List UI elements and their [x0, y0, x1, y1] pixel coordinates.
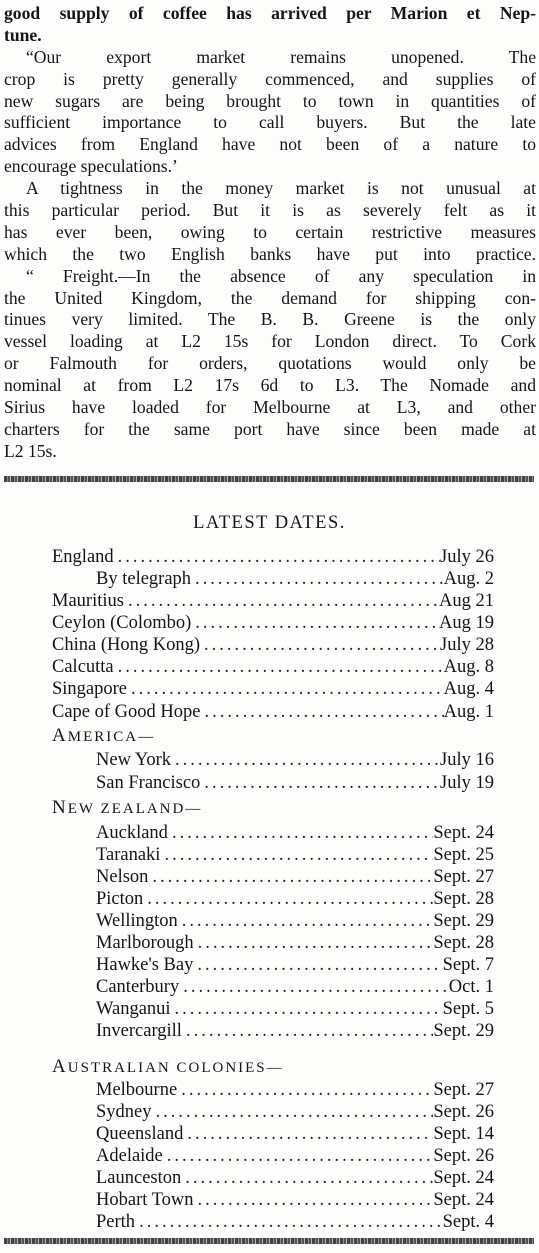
article-line: nominal at from L2 17s 6d to L3. The Nomade and: [4, 375, 536, 396]
leader-dots: [193, 954, 442, 976]
entry-place: Canterbury: [96, 977, 180, 997]
section-heading-australian-colonies: AUSTRALIAN COLONIES—: [52, 1056, 284, 1077]
date-entry: [52, 656, 494, 678]
leader-dots: [152, 1101, 434, 1123]
date-entry: [96, 822, 494, 844]
entry-date: Sept. 26: [433, 1146, 494, 1166]
entry-place: Invercargill: [96, 1021, 182, 1041]
entry-place: England: [52, 547, 114, 567]
entry-date: July 19: [440, 773, 494, 793]
article-line: “Our export market remains unopened. The: [26, 46, 536, 67]
entry-place: Hobart Town: [96, 1190, 194, 1210]
entry-date: Aug. 2: [443, 569, 494, 589]
entry-place: Sydney: [96, 1102, 152, 1122]
divider-rule: [4, 476, 534, 482]
divider-rule: [4, 1238, 534, 1244]
date-entry: [52, 546, 494, 568]
date-entry: [96, 1079, 494, 1101]
entry-place: Taranaki: [96, 845, 161, 865]
leader-dots: [171, 998, 443, 1020]
leader-dots: [127, 678, 444, 700]
entry-place: Calcutta: [52, 657, 114, 677]
date-entry: [96, 866, 494, 888]
entry-place: Nelson: [96, 867, 149, 887]
article-line: charters for the same port have since been made at: [4, 418, 536, 439]
entry-date: Sept. 14: [433, 1124, 494, 1144]
entry-date: Aug 19: [439, 613, 494, 633]
entry-place: New York: [96, 750, 172, 770]
entry-date: July 26: [440, 547, 494, 567]
leader-dots: [114, 546, 440, 568]
date-entry: [52, 634, 494, 656]
entry-place: Adelaide: [96, 1146, 163, 1166]
leader-dots: [200, 634, 440, 656]
entry-date: Sept. 24: [433, 1190, 494, 1210]
article-line: has ever been, owing to certain restrictive measures: [4, 221, 536, 242]
entry-place: Singapore: [52, 679, 128, 699]
date-entry: [52, 701, 494, 723]
entry-place: Marlborough: [96, 933, 194, 953]
date-entry: [96, 772, 494, 794]
date-entry: [96, 1101, 494, 1123]
date-entry: [96, 1189, 494, 1211]
date-entry: [96, 1123, 494, 1145]
date-entry: [96, 1145, 494, 1167]
entry-date: Sept. 24: [433, 1168, 494, 1188]
section-heading-america: AMERICA—: [52, 725, 156, 746]
leader-dots: [135, 1211, 443, 1233]
date-entry: [96, 749, 494, 771]
entry-date: Sept. 7: [442, 955, 494, 975]
date-entry: [52, 590, 494, 612]
date-entry: [96, 1020, 494, 1042]
entry-place: Melbourne: [96, 1080, 178, 1100]
entry-date: Sept. 28: [433, 889, 494, 909]
article-line: tune.: [4, 24, 42, 45]
leader-dots: [200, 701, 443, 723]
leader-dots: [168, 822, 433, 844]
article-line: new sugars are being brought to town in quantities of: [4, 90, 536, 111]
entry-date: Sept. 26: [433, 1102, 494, 1122]
leader-dots: [171, 749, 440, 771]
leader-dots: [143, 888, 433, 910]
leader-dots: [181, 1167, 433, 1189]
date-entry: [52, 678, 494, 700]
entry-date: Aug 21: [439, 591, 494, 611]
leader-dots: [177, 1079, 433, 1101]
article-line: L2 15s.: [4, 440, 57, 461]
entry-place: Cape of Good Hope: [52, 702, 201, 722]
latest-dates-title: LATEST DATES.: [193, 513, 346, 533]
leader-dots: [191, 568, 444, 590]
date-entry: [96, 1167, 494, 1189]
article-line: vessel loading at L2 15s for London direct. To Cork: [4, 331, 536, 352]
leader-dots: [163, 1145, 434, 1167]
leader-dots: [114, 656, 444, 678]
article-line: advices from England have not been of a nature to: [4, 134, 536, 155]
leader-dots: [148, 866, 433, 888]
article-line: Sirius have loaded for Melbourne at L3, and other: [4, 397, 536, 418]
leader-dots: [124, 590, 439, 612]
article-line: which the two English banks have put into practice.: [4, 243, 536, 264]
article-line: encourage speculations.’: [4, 156, 178, 177]
article-text: [4, 3, 536, 463]
entry-date: Sept. 27: [433, 867, 494, 887]
date-entry: [96, 954, 494, 976]
article-line: crop is pretty generally commenced, and supplies of: [4, 68, 536, 89]
entry-date: Oct. 1: [448, 977, 494, 997]
date-entry: [96, 844, 494, 866]
entry-date: Sept. 4: [442, 1212, 494, 1232]
date-entry: [96, 1211, 494, 1233]
entry-place: China (Hong Kong): [52, 635, 200, 655]
leader-dots: [194, 932, 434, 954]
entry-date: July 28: [440, 635, 494, 655]
entry-place: By telegraph: [96, 569, 192, 589]
entry-date: Sept. 27: [433, 1080, 494, 1100]
date-entry: [96, 998, 494, 1020]
article-line: A tightness in the money market is not unusual at: [26, 178, 536, 199]
entry-date: Sept. 28: [433, 933, 494, 953]
entry-place: Launceston: [96, 1168, 182, 1188]
leader-dots: [160, 844, 433, 866]
date-entry: [96, 888, 494, 910]
date-entry: [96, 910, 494, 932]
leader-dots: [194, 1189, 434, 1211]
article-line: this particular period. But it is as severely felt as it: [4, 200, 536, 221]
entry-date: Sept. 24: [433, 823, 494, 843]
entry-date: Sept. 5: [442, 999, 494, 1019]
entry-place: Picton: [96, 889, 144, 909]
article-line: or Falmouth for orders, quotations would only be: [4, 353, 536, 374]
entry-place: Queensland: [96, 1124, 184, 1144]
entry-place: Mauritius: [52, 591, 124, 611]
article-line: good supply of coffee has arrived per Marion et Nep-: [4, 3, 536, 23]
entry-place: Wellington: [96, 911, 178, 931]
article-line: tinues very limited. The B. B. Greene is the only: [4, 309, 536, 330]
leader-dots: [179, 976, 449, 998]
entry-date: Sept. 29: [433, 1021, 494, 1041]
article-line: “ Freight.—In the absence of any speculation in: [26, 265, 536, 286]
entry-date: Sept. 29: [433, 911, 494, 931]
date-entry: [96, 932, 494, 954]
entry-place: Perth: [96, 1212, 136, 1232]
leader-dots: [183, 1123, 433, 1145]
date-entry: [52, 612, 494, 634]
date-entry: [96, 568, 494, 590]
entry-place: Wanganui: [96, 999, 171, 1019]
entry-date: Aug. 8: [443, 657, 494, 677]
entry-place: Ceylon (Colombo): [52, 613, 192, 633]
date-entry: [96, 976, 494, 998]
leader-dots: [178, 910, 434, 932]
leader-dots: [200, 772, 440, 794]
entry-date: Aug. 4: [443, 679, 494, 699]
entry-place: Auckland: [96, 823, 168, 843]
article-line: the United Kingdom, the demand for shipping con-: [4, 287, 536, 308]
entry-date: Sept. 25: [433, 845, 494, 865]
entry-place: San Francisco: [96, 773, 201, 793]
entry-date: Aug. 1: [443, 702, 494, 722]
entry-date: July 16: [440, 750, 494, 770]
leader-dots: [191, 612, 439, 634]
leader-dots: [182, 1020, 433, 1042]
article-line: sufficient importance to call buyers. But the late: [4, 112, 536, 133]
section-heading-new-zealand: NEW ZEALAND—: [52, 797, 203, 818]
entry-place: Hawke's Bay: [96, 955, 194, 975]
